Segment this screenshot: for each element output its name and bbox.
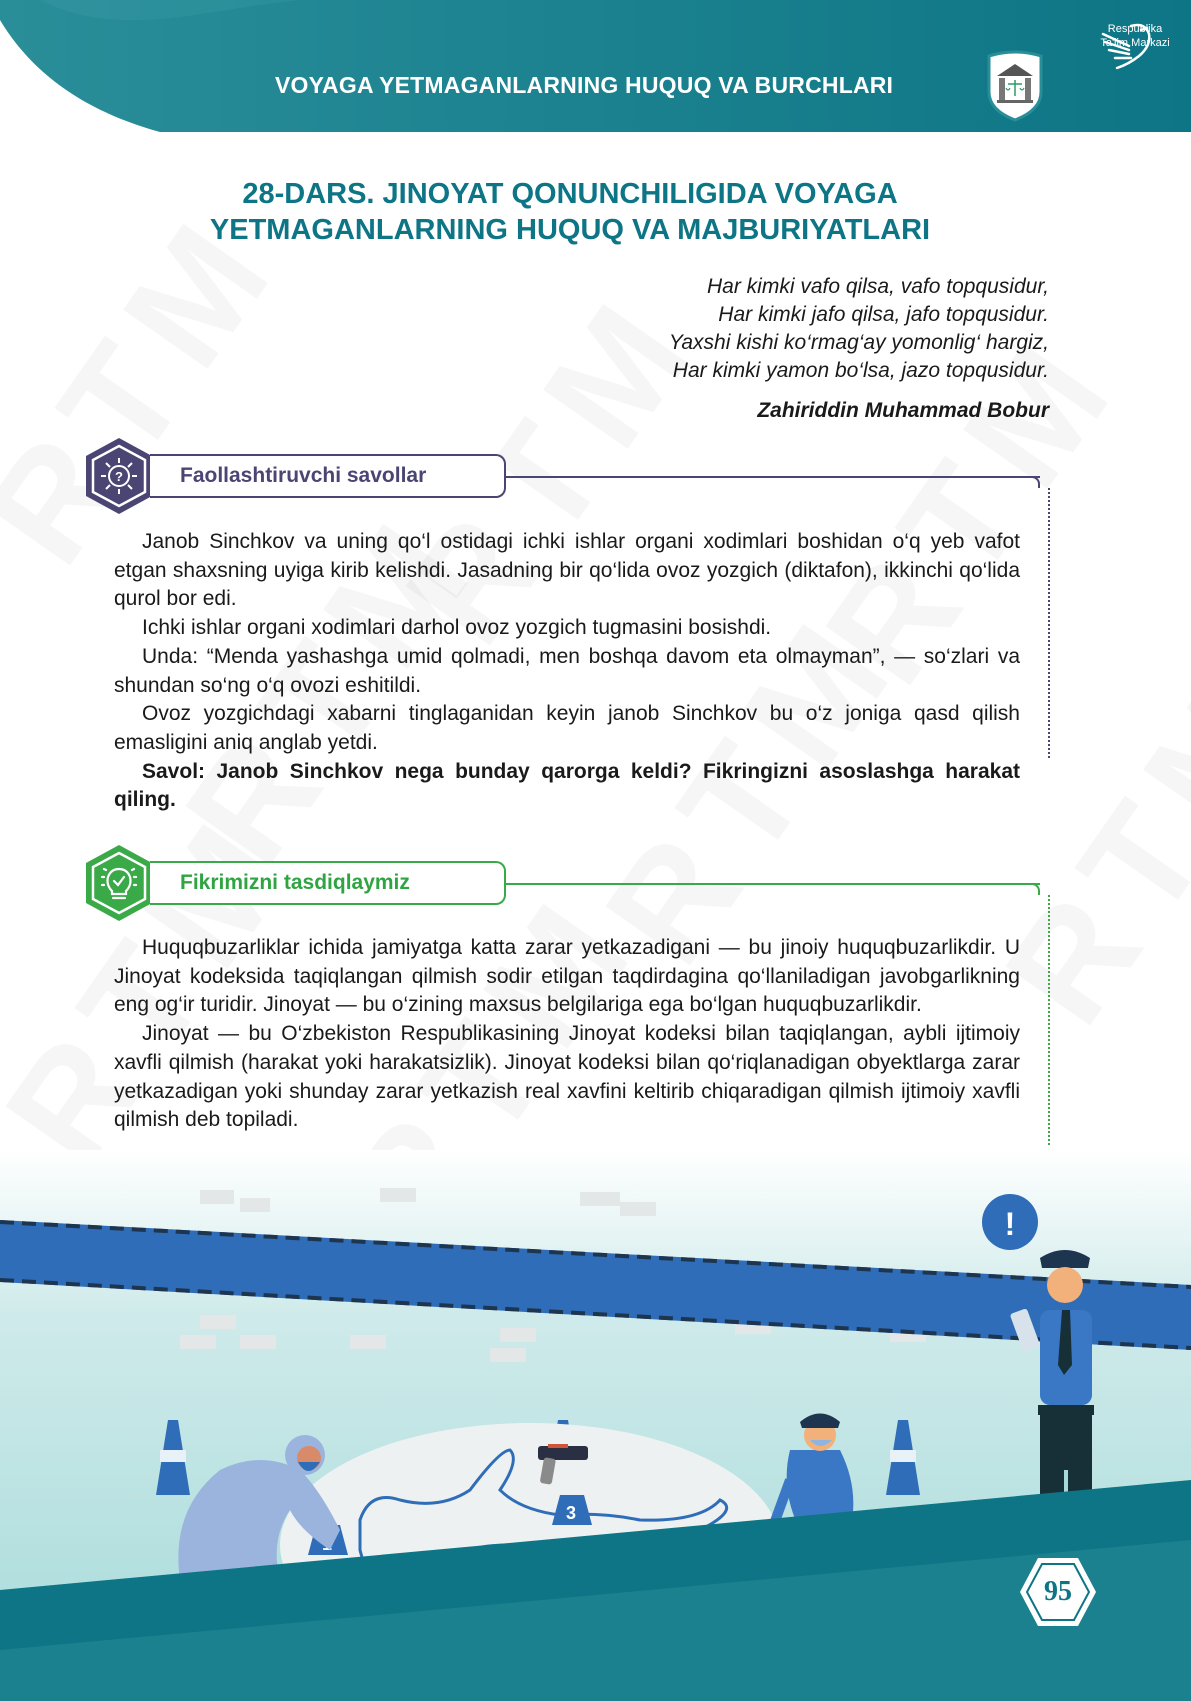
- running-title: VOYAGA YETMAGANLARNING HUQUQ VA BURCHLARI: [275, 72, 894, 98]
- crime-scene-illustration: [0, 1150, 1191, 1701]
- epigraph: [669, 273, 1049, 425]
- alert-icon: !: [1004, 1206, 1016, 1242]
- question: Savol: Janob Sinchkov nega bunday qarorga keldi? Fikringizni asoslashga harakat qiling.: [114, 759, 1020, 812]
- divider: [504, 476, 1040, 478]
- epigraph-author: Zahiriddin Muhammad Bobur: [757, 399, 1049, 422]
- lightbulb-check-icon: [84, 843, 154, 923]
- svg-text:?: ?: [115, 469, 123, 484]
- dotted-border: [1048, 895, 1050, 1145]
- epigraph-line: Har kimki vafo qilsa, vafo topqusidur,: [707, 275, 1049, 298]
- divider: [504, 883, 1040, 885]
- epigraph-line: Yaxshi kishi ko‘rmag‘ay yomonlig‘ hargiz,: [668, 331, 1049, 354]
- paragraph: Ovoz yozgichdagi xabarni tinglaganidan keyin janob Sinchkov bu o‘z joniga qasd qilish emasligini aniq anglab yetdi.: [114, 702, 1020, 754]
- section-title: Fikrimizni tasdiqlaymiz: [150, 861, 506, 905]
- evidence-marker-3: 3: [566, 1503, 577, 1523]
- section-body-confirm-thoughts: [114, 934, 1020, 1135]
- lesson-title: 28-DARS. JINOYAT QONUNCHILIGIDA VOYAGA YETMAGANLARNING HUQUQ VA MAJBURIYATLARI: [209, 178, 931, 246]
- dotted-border: [1048, 488, 1050, 758]
- rtm-logo-text: Respublika Ta'lim Markazi: [1100, 23, 1170, 49]
- paragraph: Unda: “Menda yashashga umid qolmadi, men boshqa davom eta olmayman”, — so‘zlari va shundan so‘ng o‘q ovozi eshitildi.: [114, 644, 1020, 697]
- gear-question-icon: [84, 436, 154, 516]
- page-number: 95: [1018, 1556, 1098, 1628]
- dove-icon: [1095, 18, 1159, 82]
- rtm-logo: [1095, 18, 1175, 118]
- courthouse-scales-icon: [985, 50, 1045, 122]
- page-header: [0, 0, 1191, 132]
- section-body-activating-questions: [114, 528, 1020, 815]
- paragraph: Jinoyat — bu O‘zbekiston Respublikasining Jinoyat kodeksi bilan taqiqlangan, aybli ijtimoiy xavfli qilmish (harakat yoki harakatsizlik). Jinoyat kodeksi bilan qo‘riqlanadigan obyektlarga zarar yetkazadigan yoki shunday zarar yetkazish real xavfini keltirib chiqaradigan qilmish ijtimoiy xavfli qilmish deb topiladi.: [114, 1022, 1020, 1132]
- paragraph: Ichki ishlar organi xodimlari darhol ovoz yozgich tugmasini bosishdi.: [142, 616, 772, 640]
- section-header-activating-questions: [84, 436, 1054, 516]
- section-header-confirm-thoughts: [84, 843, 1054, 923]
- paragraph: Janob Sinchkov va uning qo‘l ostidagi ichki ishlar organi xodimlari boshidan o‘q yeb vafot etgan shaxsning uyiga kirib kelishdi. Jasadning bir qo‘lida ovoz yozgich (diktafon), ikkinchi qo‘lida qurol bor edi.: [114, 530, 1020, 611]
- paragraph: Huquqbuzarliklar ichida jamiyatga katta zarar yetkazadigani — bu jinoiy huquqbuzarlikdir. U Jinoyat kodeksida taqiqlangan qilmish sodir etilgan taqdirdagina qo‘llaniladigan javobgarlikning eng og‘ir turidir. Jinoyat — bu o‘zining maxsus belgilariga ega bo‘lgan huquqbuzarlikdir.: [114, 936, 1020, 1017]
- section-title: Faollashtiruvchi savollar: [150, 454, 506, 498]
- epigraph-line: Har kimki yamon bo‘lsa, jazo topqusidur.: [672, 359, 1049, 382]
- epigraph-line: Har kimki jafo qilsa, jafo topqusidur.: [718, 303, 1049, 326]
